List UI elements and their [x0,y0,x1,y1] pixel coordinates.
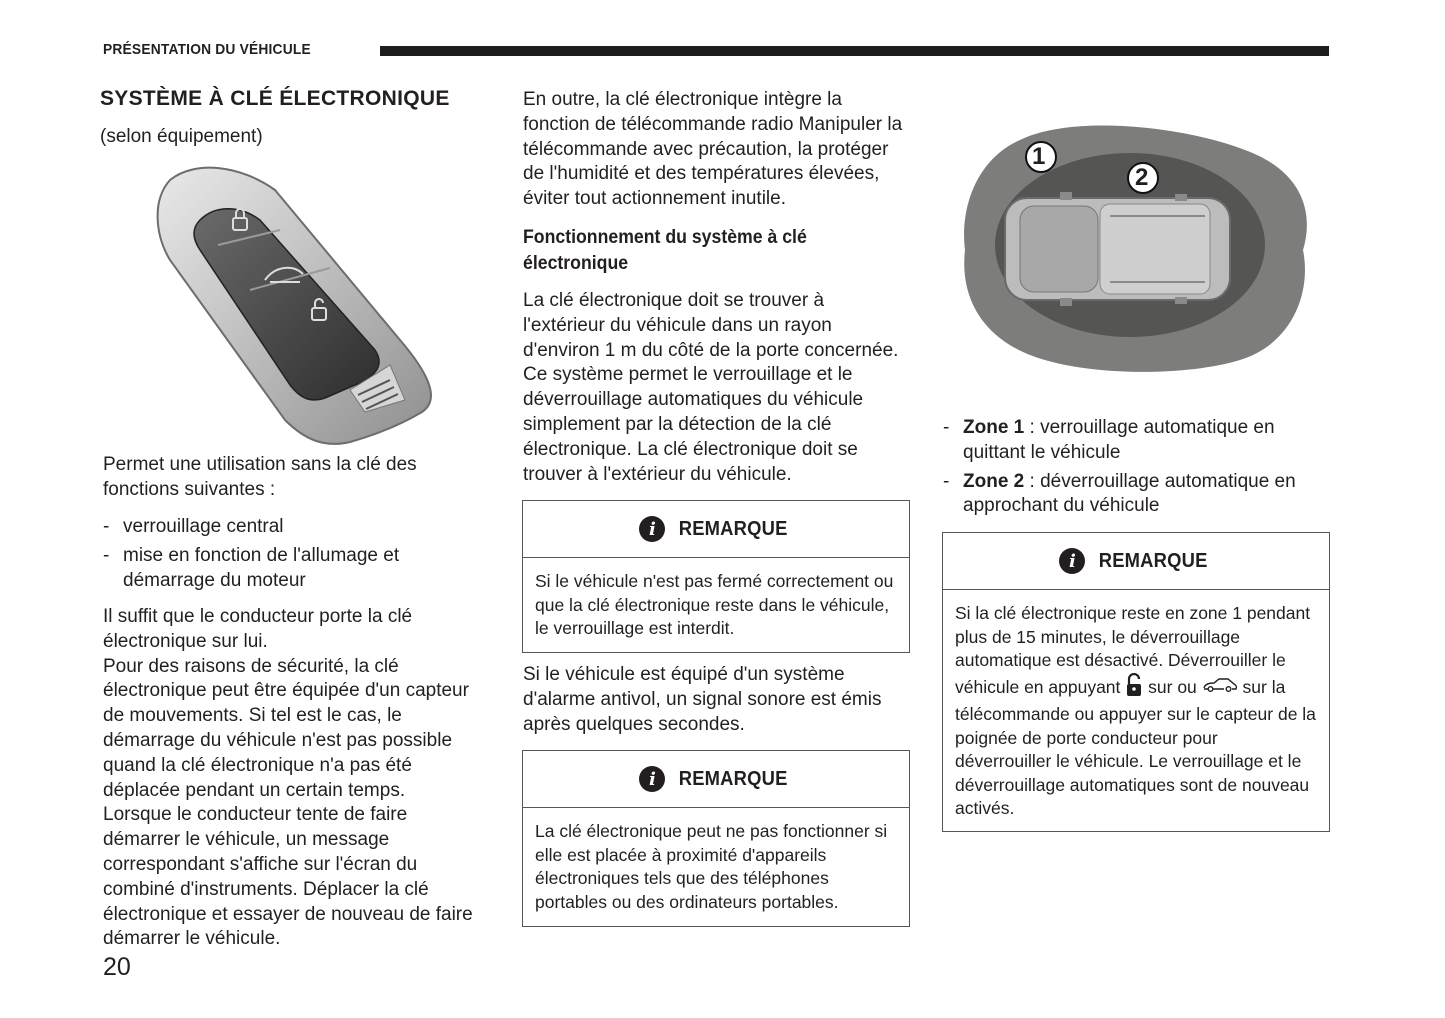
info-icon: i [639,516,665,542]
middle-intro: En outre, la clé électronique intègre la fonction de télécommande radio Manipuler la télécommande avec précaution, la protéger de l'humidité et des températures élevées, éviter tout actionnement inutile. [523,89,903,210]
note-label: REMARQUE [679,517,788,540]
note-header [523,501,909,558]
feature-list [103,515,488,593]
paragraph: Pour des raisons de sécurité, la clé électronique peut être équipée d'un capteur de mouvements. Si tel est le cas, le démarrage du véhicule n'est pas possible quand la clé électronique n'a pas été déplacée pendant un certain temps. [103,655,469,801]
middle-body [523,289,908,487]
note-header [523,751,909,808]
paragraph: Lorsque le conducteur tente de faire démarrer le véhicule, un message correspondant s'affiche sur l'écran du combiné d'instruments. Déplacer la clé électronique et essayer de nouveau de faire démarrer le véhicule. [103,804,473,950]
zone-item [943,416,1328,466]
note-box [522,750,910,927]
zone-name: Zone 1 [963,417,1025,438]
unlock-icon [1125,673,1143,704]
section-title: SYSTÈME À CLÉ ÉLECTRONIQUE [100,87,450,110]
note-label: REMARQUE [1099,549,1208,572]
list-item: - verrouillage central [103,515,488,540]
section-subtitle: (selon équipement) [100,126,263,147]
list-item: - mise en fonction de l'allumage et démarrage du moteur [103,544,488,594]
running-header: PRÉSENTATION DU VÉHICULE [103,41,311,58]
car-top-view [1005,192,1230,306]
zone-1-label: 1 [1032,143,1046,170]
left-body [103,605,488,952]
zone-name: Zone 2 [963,470,1025,492]
note-text-part: sur la télécommande ou appuyer sur le capteur de la poignée de porte conducteur pour déverrouiller le véhicule. Le verrouillage et le déverrouillage automatiques sont de nouveau activés. [955,676,1316,818]
zone-text: : déverrouillage automatique en approchant du véhicule [963,470,1296,517]
note-text: Si le véhicule n'est pas fermé correctement ou que la clé électronique reste dans le véhicule, le verrouillage est interdit. [535,571,894,638]
note-header [943,533,1329,590]
note-text [943,590,1329,831]
note-box [522,500,910,653]
zone-2-label: 2 [1135,164,1149,191]
subheading: Fonctionnement du système à clé électronique [523,227,807,274]
header-rule [380,46,1329,56]
car-icon [1202,676,1238,700]
note-box [942,532,1330,832]
left-intro: Permet une utilisation sans la clé des fonctions suivantes : [103,454,417,500]
smart-key-image [100,150,485,460]
zone-list [943,416,1328,519]
paragraph: Ce système permet le verrouillage et le déverrouillage automatiques du véhicule simplement par la détection de la clé électronique. La clé électronique doit se trouver à l'extérieur du véhicule. [523,364,864,485]
paragraph: La clé électronique doit se trouver à l'extérieur du véhicule dans un rayon d'environ 1 m du côté de la porte concernée. [523,290,899,361]
zone-diagram [960,120,1312,375]
paragraph: Il suffit que le conducteur porte la clé électronique sur lui. [103,606,413,652]
note-label: REMARQUE [679,767,788,790]
note-text-part: Si la clé électronique reste en zone 1 pendant plus de 15 minutes, le déverrouillage automatique est désactivé. Déverrouiller le véhicule en appuyant [955,603,1311,697]
note-text-part: sur ou [1148,676,1197,697]
info-icon: i [1059,548,1085,574]
zone-item [943,470,1328,520]
alarm-paragraph: Si le véhicule est équipé d'un système d'alarme antivol, un signal sonore est émis après quelques secondes. [523,664,882,735]
info-icon: i [639,766,665,792]
zone-text: : verrouillage automatique en quittant le véhicule [963,417,1275,463]
note-text: La clé électronique peut ne pas fonctionner si elle est placée à proximité d'appareils électroniques tels que des téléphones portables ou des ordinateurs portables. [535,821,888,912]
page-number: 20 [103,953,131,981]
